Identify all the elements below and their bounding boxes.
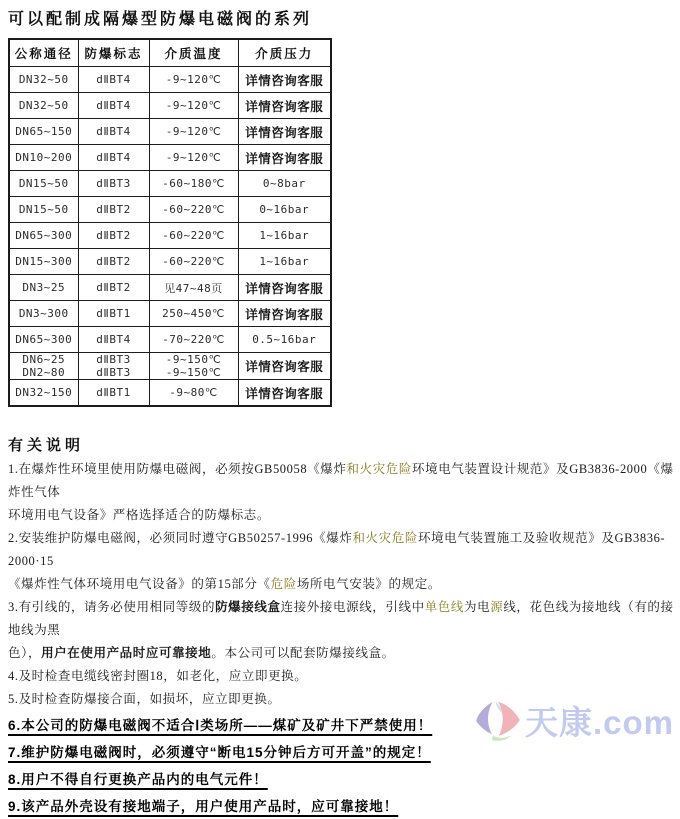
table-cell: 详情咨询客服	[238, 275, 331, 301]
table-cell: -9~80℃	[149, 380, 238, 407]
table-cell: 0~16bar	[238, 197, 331, 223]
table-cell: dⅡBT4	[78, 67, 149, 93]
table-cell: 见47~48页	[149, 275, 238, 301]
note-item	[8, 458, 674, 527]
note-text-segment: 4.及时检查电缆线密封圈18，如老化，应立即更换。	[8, 669, 308, 683]
note-text-segment: 1.在爆炸性环境里使用防爆电磁阀，必须按GB50058《爆炸	[8, 462, 347, 476]
table-cell: -60~220℃	[149, 197, 238, 223]
note-item	[8, 688, 674, 711]
column-header: 介质压力	[238, 39, 331, 67]
table-row	[9, 67, 331, 93]
note-text-segment: 和火灾危险	[346, 462, 413, 476]
table-cell: 250~450℃	[149, 301, 238, 327]
note-text-segment: 环境电气装置施工及验收规范》及GB3836-2000·15	[8, 531, 666, 568]
table-row	[9, 301, 331, 327]
column-header: 介质温度	[149, 39, 238, 67]
note-text-segment: 6.本公司的防爆电磁阀不适合Ⅰ类场所——煤矿及矿井下严禁使用！	[8, 718, 433, 733]
table-row	[9, 275, 331, 301]
note-item	[8, 794, 674, 819]
table-cell: DN32~50	[9, 67, 78, 93]
column-header: 公称通径	[9, 39, 78, 67]
table-cell: 详情咨询客服	[238, 93, 331, 119]
table-cell: -70~220℃	[149, 327, 238, 353]
table-cell: dⅡBT2	[78, 197, 149, 223]
table-cell: dⅡBT4	[78, 327, 149, 353]
note-text-segment: 单色线	[424, 600, 465, 614]
table-cell: DN6~25 DN2~80	[9, 353, 78, 380]
table-row	[9, 171, 331, 197]
table-cell: dⅡBT3 dⅡBT3	[78, 353, 149, 380]
note-text-segment: 。本公司可以配套防爆接线盒。	[211, 646, 395, 660]
note-text-segment: 7.维护防爆电磁阀时，必须遵守“断电15分钟后方可开盖”的规定！	[8, 745, 431, 760]
note-text-segment: 线，花色线为接地线（有的接地线为黑	[8, 600, 674, 637]
table-row	[9, 119, 331, 145]
table-cell: DN32~150	[9, 380, 78, 407]
note-text-segment: 为电	[464, 600, 491, 614]
table-cell: DN10~200	[9, 145, 78, 171]
table-cell: 详情咨询客服	[238, 67, 331, 93]
table-cell: -9~150℃ -9~150℃	[149, 353, 238, 380]
note-text-segment: 色），	[8, 646, 42, 660]
table-row	[9, 223, 331, 249]
spec-table	[8, 38, 332, 407]
note-text-segment: 2.安装维护防爆电磁阀，必须同时遵守GB50257-1996《爆炸	[8, 531, 353, 545]
table-cell: 1~16bar	[238, 223, 331, 249]
note-item	[8, 527, 674, 596]
table-cell: -9~120℃	[149, 67, 238, 93]
table-row	[9, 145, 331, 171]
note-text-segment: 连接外接电源线，引线中	[280, 600, 425, 614]
table-cell: -9~120℃	[149, 93, 238, 119]
table-cell: DN3~25	[9, 275, 78, 301]
table-cell: dⅡBT2	[78, 249, 149, 275]
note-item	[8, 740, 674, 765]
note-item	[8, 596, 674, 665]
note-item	[8, 767, 674, 792]
table-cell: 详情咨询客服	[238, 145, 331, 171]
table-cell: DN15~50	[9, 197, 78, 223]
table-cell: DN15~50	[9, 171, 78, 197]
table-cell: 1~16bar	[238, 249, 331, 275]
table-row	[9, 197, 331, 223]
note-text-segment: 9.该产品外壳设有接地端子，用户使用产品时，应可靠接地！	[8, 799, 399, 814]
table-row	[9, 380, 331, 407]
note-text-segment: 5.及时检查防爆接合面，如损坏，应立即更换。	[8, 692, 281, 706]
table-cell: dⅡBT1	[78, 380, 149, 407]
table-cell: DN3~300	[9, 301, 78, 327]
table-cell: -60~180℃	[149, 171, 238, 197]
table-cell: 详情咨询客服	[238, 353, 331, 380]
note-text-segment: 防爆接线盒	[215, 600, 281, 614]
table-cell: -60~220℃	[149, 249, 238, 275]
note-item	[8, 665, 674, 688]
table-cell: dⅡBT4	[78, 145, 149, 171]
watermark-text: 天康.com	[524, 704, 674, 741]
table-cell: dⅡBT1	[78, 301, 149, 327]
table-cell: -9~120℃	[149, 145, 238, 171]
table-row	[9, 249, 331, 275]
note-text-segment: 场所电气安装》的规定。	[296, 577, 441, 591]
table-cell: DN32~50	[9, 93, 78, 119]
table-header-row	[9, 39, 331, 67]
table-cell: dⅡBT2	[78, 275, 149, 301]
note-text-segment: 环境用电气设备》严格选择适合的防爆标志。	[8, 508, 271, 522]
table-cell: -9~120℃	[149, 119, 238, 145]
table-cell: DN65~150	[9, 119, 78, 145]
table-cell: 0~8bar	[238, 171, 331, 197]
note-text-segment: 环境电气装置设计规范》及GB3836-2000《爆炸性气体	[8, 462, 674, 499]
table-cell: dⅡBT4	[78, 119, 149, 145]
table-cell: DN15~300	[9, 249, 78, 275]
note-text-segment: 用户在使用产品时应可靠接地	[41, 646, 212, 660]
table-cell: 详情咨询客服	[238, 119, 331, 145]
note-item	[8, 713, 674, 738]
column-header: 防爆标志	[78, 39, 149, 67]
note-text-segment: 《爆炸性气体环境用电气设备》的第15部分《	[8, 577, 271, 591]
page-title: 可以配制成隔爆型防爆电磁阀的系列	[8, 11, 313, 28]
table-row	[9, 353, 331, 380]
table-cell: DN65~300	[9, 223, 78, 249]
table-cell: 0.5~16bar	[238, 327, 331, 353]
note-text-segment: 3.有引线的，请务必使用相同等级的	[8, 600, 216, 614]
table-cell: 详情咨询客服	[238, 301, 331, 327]
note-text-segment: 和火灾危险	[352, 531, 418, 545]
note-text-segment: 源	[490, 600, 504, 614]
table-cell: dⅡBT3	[78, 171, 149, 197]
table-cell: DN65~300	[9, 327, 78, 353]
table-row	[9, 327, 331, 353]
table-cell: -60~220℃	[149, 223, 238, 249]
table-cell: dⅡBT2	[78, 223, 149, 249]
note-text-segment: 危险	[270, 577, 297, 591]
table-cell: dⅡBT4	[78, 93, 149, 119]
notes-list	[8, 458, 674, 819]
table-row	[9, 93, 331, 119]
table-cell: 详情咨询客服	[238, 380, 331, 407]
note-text-segment: 8.用户不得自行更换产品内的电气元件！	[8, 772, 268, 787]
notes-section-title: 有关说明	[8, 437, 85, 454]
